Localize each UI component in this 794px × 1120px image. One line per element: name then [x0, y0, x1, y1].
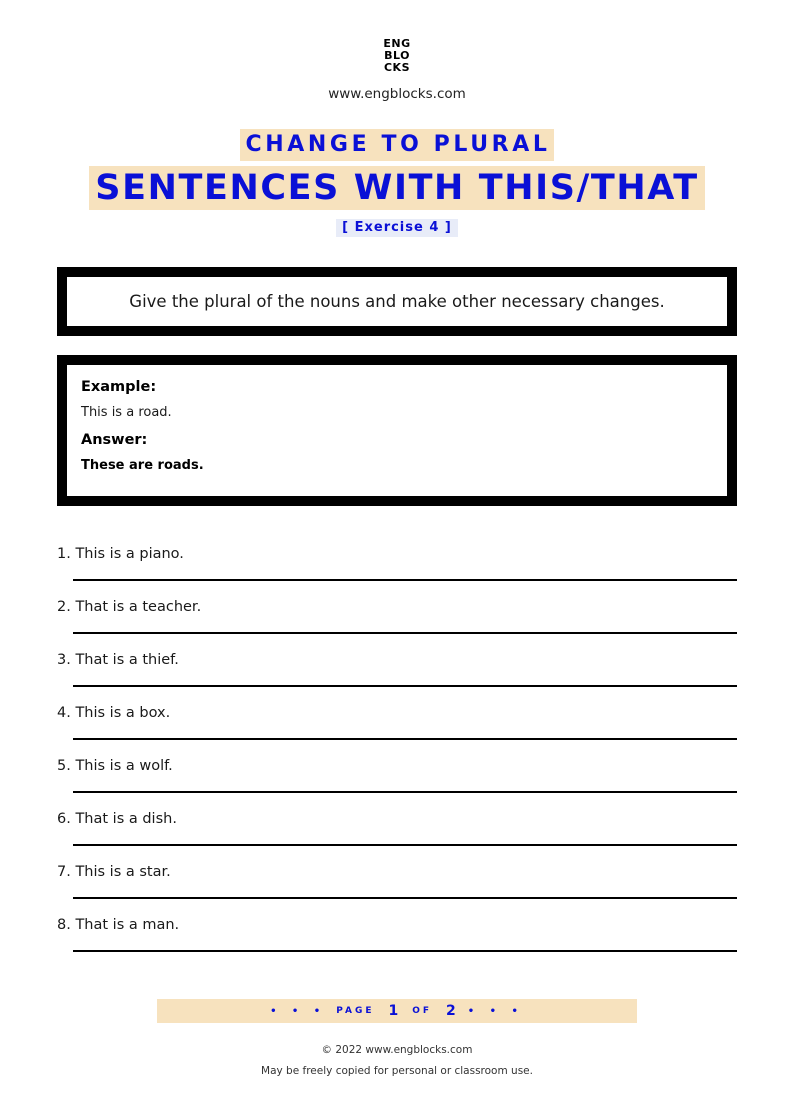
- answer-line[interactable]: [73, 579, 737, 581]
- example-label: Example:: [81, 379, 157, 395]
- dots-left: • • •: [270, 1005, 327, 1017]
- question-item: [57, 652, 737, 705]
- question-text: 2. That is a teacher.: [57, 599, 202, 615]
- answer-label: Answer:: [81, 432, 148, 448]
- question-item: [57, 546, 737, 599]
- answer-line[interactable]: [73, 897, 737, 899]
- instruction-text: Give the plural of the nouns and make other necessary changes.: [129, 292, 665, 311]
- question-item: [57, 705, 737, 758]
- question-text: 5. This is a wolf.: [57, 758, 173, 774]
- of-word: OF: [412, 1006, 433, 1016]
- question-item: [57, 864, 737, 917]
- logo: [0, 38, 794, 74]
- question-item: [57, 917, 737, 970]
- logo-line: CKS: [383, 61, 411, 74]
- question-text: 7. This is a star.: [57, 864, 171, 880]
- copyright: © 2022 www.engblocks.com: [321, 1044, 473, 1056]
- page-total: 2: [446, 1003, 456, 1019]
- example-text: This is a road.: [81, 405, 172, 420]
- page-word: PAGE: [336, 1006, 375, 1016]
- exercise-number: [ Exercise 4 ]: [336, 219, 458, 237]
- dots-right: • • •: [467, 1005, 524, 1017]
- question-item: [57, 758, 737, 811]
- answer-line[interactable]: [73, 632, 737, 634]
- logo-line: BLO: [384, 49, 410, 62]
- question-item: [57, 811, 737, 864]
- usage-note: May be freely copied for personal or classroom use.: [261, 1065, 533, 1077]
- example-box: [57, 355, 737, 506]
- answer-line[interactable]: [73, 791, 737, 793]
- question-item: [57, 599, 737, 652]
- instruction-box: [57, 267, 737, 336]
- website-url: www.engblocks.com: [328, 86, 466, 102]
- question-text: 6. That is a dish.: [57, 811, 177, 827]
- page-indicator: [157, 999, 637, 1023]
- answer-text: These are roads.: [81, 458, 204, 473]
- question-text: 3. That is a thief.: [57, 652, 179, 668]
- answer-line[interactable]: [73, 950, 737, 952]
- page-number: 1: [388, 1003, 399, 1019]
- answer-line[interactable]: [73, 685, 737, 687]
- answer-line[interactable]: [73, 738, 737, 740]
- logo-line: ENG: [383, 37, 411, 50]
- subtitle: CHANGE TO PLURAL: [240, 129, 555, 161]
- page-title: SENTENCES WITH THIS/THAT: [89, 166, 704, 210]
- answer-line[interactable]: [73, 844, 737, 846]
- question-text: 8. That is a man.: [57, 917, 180, 933]
- question-text: 1. This is a piano.: [57, 546, 184, 562]
- question-text: 4. This is a box.: [57, 705, 171, 721]
